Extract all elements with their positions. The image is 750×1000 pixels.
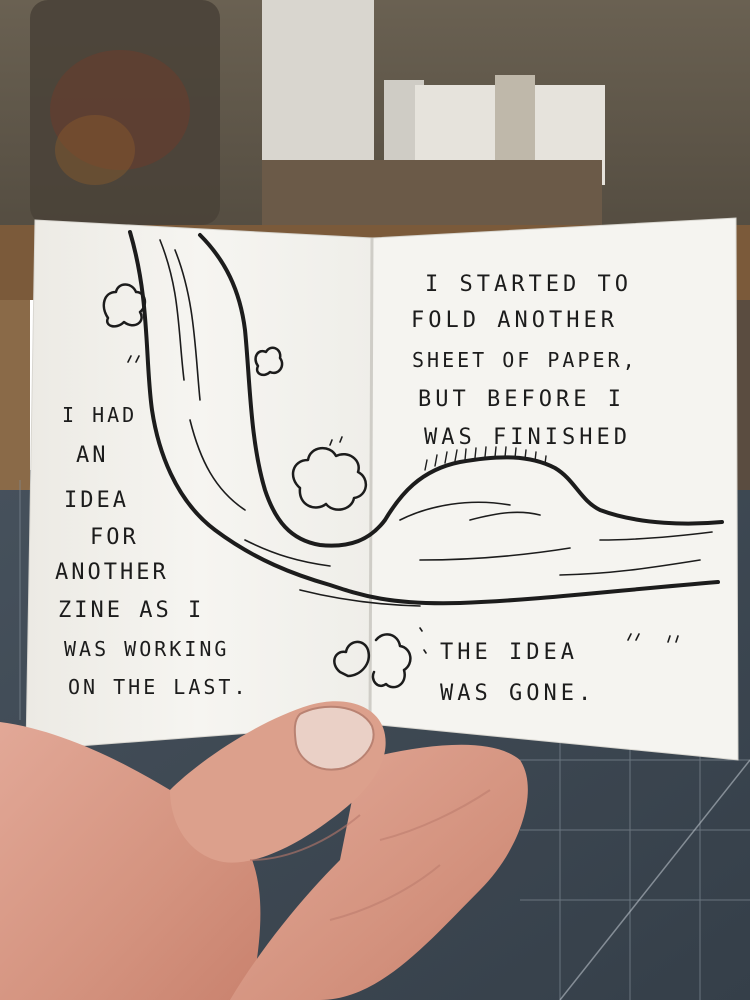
left-line-7: WAS WORKING (64, 637, 230, 661)
left-line-3: IDEA (64, 488, 129, 513)
right-line-3: SHEET OF PAPER, (412, 348, 638, 372)
right-line-1: I STARTED TO (425, 272, 632, 297)
right-line-4: BUT BEFORE I (418, 387, 625, 412)
paper-stack (262, 0, 374, 185)
zine-right-page (370, 218, 738, 760)
left-line-5: ANOTHER (55, 560, 169, 585)
left-line-1: I HAD (62, 403, 138, 427)
left-line-2: AN (76, 443, 109, 468)
right-line-6: THE IDEA (440, 640, 578, 665)
left-line-4: FOR (90, 525, 139, 550)
zine-fold (370, 238, 372, 724)
right-line-7: WAS GONE. (440, 681, 596, 706)
left-line-8: ON THE LAST. (68, 675, 249, 699)
left-line-6: ZINE AS I (58, 598, 205, 623)
right-line-5: WAS FINISHED (424, 425, 631, 450)
zine-left-page (26, 220, 372, 750)
right-line-2: FOLD ANOTHER (411, 308, 618, 333)
